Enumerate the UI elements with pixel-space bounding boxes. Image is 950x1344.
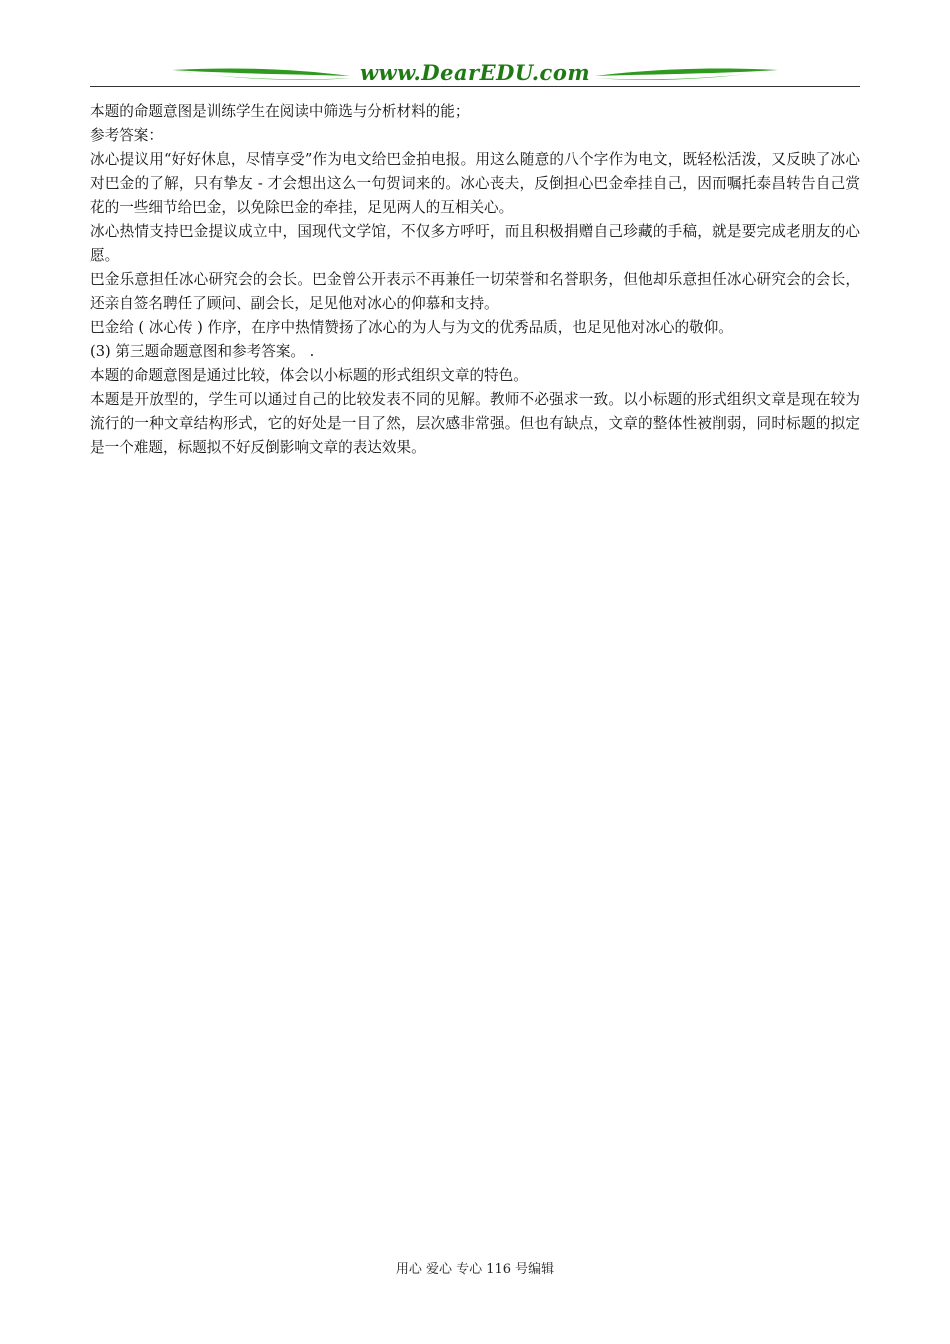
header-divider (90, 86, 860, 87)
paragraph: 本题的命题意图是通过比较，体会以小标题的形式组织文章的特色。 (90, 367, 528, 384)
paragraph: (3) 第三题命题意图和参考答案。 . (90, 343, 315, 360)
site-name: www.DearEDU.com (359, 60, 591, 85)
document-body (90, 100, 860, 460)
paragraph: 本题是开放型的，学生可以通过自己的比较发表不同的见解。教师不必强求一致。以小标题的形式组织文章是现在较为流行的一种文章结构形式，它的好处是一目了然，层次感非常强。但也有缺点，文章的整体性被削弱，同时标题的拟定是一个难题，标题拟不好反倒影响文章的表达效果。 (90, 391, 860, 456)
paragraph: 巴金给 ( 冰心传 ) 作序，在序中热情赞扬了冰心的为人与为文的优秀品质，也足见他对冰心的敬仰。 (90, 319, 733, 336)
paragraph: 冰心提议用“好好休息，尽情享受”作为电文给巴金拍电报。用这么随意的八个字作为电文，既轻松活泼，又反映了冰心对巴金的了解，只有挚友 - 才会想出这么一句贺词来的。冰心丧夫，反倒担心巴金牵挂自己，因而嘱托泰昌转告自己赏花的一些细节给巴金，以免除巴金的牵挂，足见两人的互相关心。 (90, 151, 860, 216)
paragraph: 巴金乐意担任冰心研究会的会长。巴金曾公开表示不再兼任一切荣誉和名誉职务，但他却乐意担任冰心研究会的会长，还亲自签名聘任了顾问、副会长，足见他对冰心的仰慕和支持。 (90, 271, 860, 312)
paragraph: 参考答案： (90, 127, 163, 144)
paragraph: 本题的命题意图是训练学生在阅读中筛选与分析材料的能； (90, 103, 470, 120)
paragraph: 冰心热情支持巴金提议成立中，国现代文学馆，不仅多方呼吁，而且积极捐赠自己珍藏的手稿，就是要完成老朋友的心愿。 (90, 223, 860, 264)
page-footer: 用心 爱心 专心 116 号编辑 (395, 1262, 555, 1277)
